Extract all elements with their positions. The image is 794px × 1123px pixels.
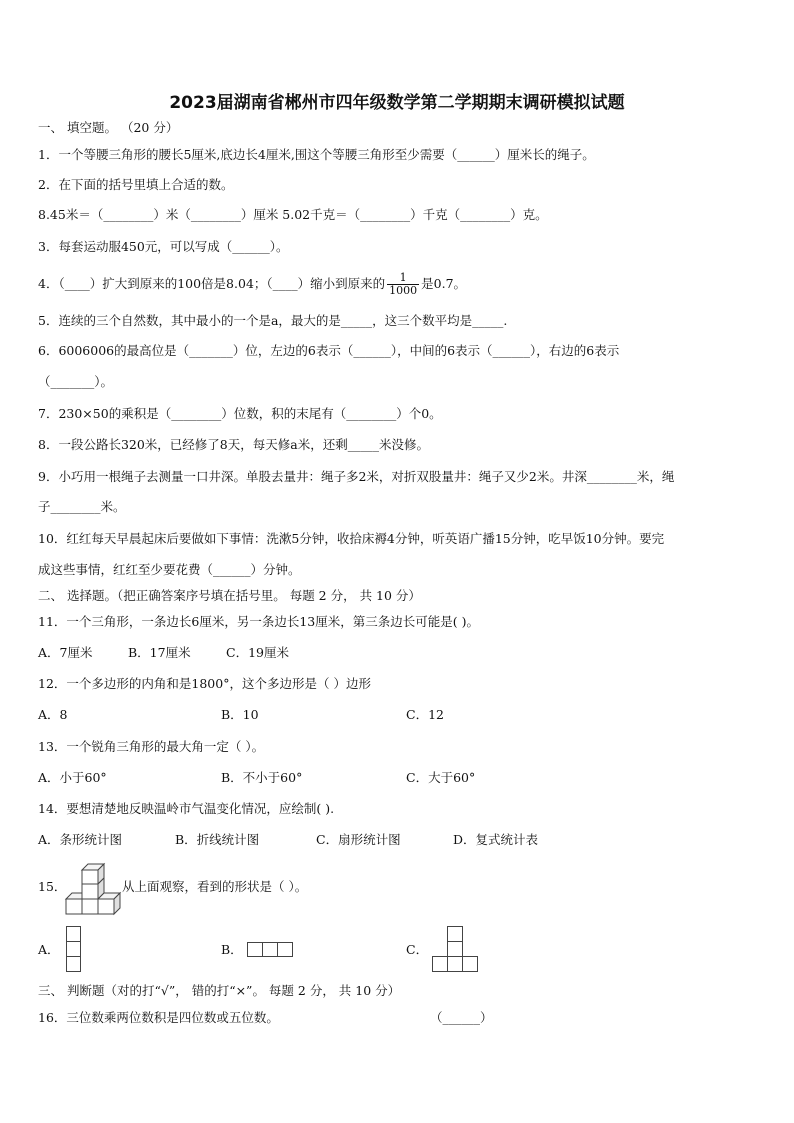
square-cell bbox=[67, 927, 81, 942]
square-cell bbox=[67, 957, 81, 972]
q13-option-c: C．大于60° bbox=[406, 770, 476, 785]
question-15-text: 从上面观察，看到的形状是（ ）。 bbox=[122, 879, 308, 894]
question-2: 2．在下面的括号里填上合适的数。 bbox=[38, 177, 234, 192]
q12-option-a: A．8 bbox=[38, 707, 68, 722]
square-cell bbox=[448, 942, 463, 957]
q12-option-b: B．10 bbox=[221, 707, 259, 722]
question-8: 8．一段公路长320米，已经修了8天，每天修a米，还剩_____米没修。 bbox=[38, 437, 429, 452]
q14-option-b: B．折线统计图 bbox=[175, 832, 260, 847]
question-15-number: 15． bbox=[38, 879, 67, 894]
square-cell bbox=[463, 957, 478, 972]
q11-option-a: A．7厘米 bbox=[38, 645, 93, 660]
fraction-denominator: 1000 bbox=[389, 284, 418, 297]
q11-option-b: B．17厘米 bbox=[128, 645, 191, 660]
question-9-line-1: 9．小巧用一根绳子去测量一口井深。单股去量井：绳子多2米，对折双股量井：绳子又少2米。井深________米，绳 bbox=[38, 469, 675, 484]
q15-option-c: C． bbox=[406, 942, 429, 957]
square-cell bbox=[448, 927, 463, 942]
q13-option-a: A．小于60° bbox=[38, 770, 107, 785]
question-5: 5．连续的三个自然数，其中最小的一个是a，最大的是_____，这三个数平均是_____. bbox=[38, 313, 508, 328]
question-12: 12．一个多边形的内角和是1800°，这个多边形是（ ）边形 bbox=[38, 676, 371, 691]
question-16: 16．三位数乘两位数积是四位数或五位数。 bbox=[38, 1010, 279, 1025]
question-6-line-2: （_______）。 bbox=[38, 374, 114, 389]
cube-front-face bbox=[82, 899, 98, 914]
cube-front-face bbox=[66, 899, 82, 914]
q14-option-a: A．条形统计图 bbox=[38, 832, 123, 847]
question-7: 7．230×50的乘积是（________）位数，积的末尾有（________）个0。 bbox=[38, 406, 442, 421]
square-cell bbox=[278, 943, 293, 957]
option-b-shape bbox=[247, 942, 295, 958]
option-a-shape bbox=[66, 926, 82, 974]
cube-front-face bbox=[98, 899, 114, 914]
question-14: 14．要想清楚地反映温岭市气温变化情况，应绘制( ). bbox=[38, 801, 335, 816]
option-c-shape bbox=[432, 926, 480, 974]
question-2-line: 8.45米＝（________）米（________）厘米 5.02千克＝（________）千克（________）克。 bbox=[38, 207, 548, 222]
question-9-line-2: 子________米。 bbox=[38, 499, 126, 514]
q13-option-b: B．不小于60° bbox=[221, 770, 303, 785]
q15-option-a: A． bbox=[38, 942, 60, 957]
square-cell bbox=[433, 957, 448, 972]
question-10-line-2: 成这些事情，红红至少要花费（______）分钟。 bbox=[38, 562, 301, 577]
fraction-numerator: 1 bbox=[387, 272, 419, 285]
question-4-part-a: 4．（____）扩大到原来的100倍是8.04；（____）缩小到原来的 bbox=[38, 276, 386, 291]
cube-stack-figure bbox=[66, 862, 122, 916]
question-11: 11．一个三角形，一条边长6厘米，另一条边长13厘米，第三条边长可能是( )。 bbox=[38, 614, 479, 629]
q15-option-b: B． bbox=[221, 942, 243, 957]
q12-option-c: C．12 bbox=[406, 707, 444, 722]
page-title: 2023届湖南省郴州市四年级数学第二学期期末调研模拟试题 bbox=[169, 93, 625, 113]
square-cell bbox=[448, 957, 463, 972]
section-1-heading: 一、 填空题。 （20 分） bbox=[38, 120, 179, 135]
section-3-heading: 三、 判断题（对的打“√”， 错的打“×”。 每题 2 分， 共 10 分） bbox=[38, 983, 401, 998]
square-cell bbox=[248, 943, 263, 957]
fraction bbox=[387, 272, 419, 297]
cube-front-face bbox=[82, 870, 98, 884]
question-3: 3．每套运动服450元，可以写成（______）。 bbox=[38, 239, 289, 254]
question-13: 13．一个锐角三角形的最大角一定（ ）。 bbox=[38, 739, 265, 754]
question-1: 1．一个等腰三角形的腰长5厘米,底边长4厘米,围这个等腰三角形至少需要（______）厘米长的绳子。 bbox=[38, 147, 595, 162]
square-cell bbox=[263, 943, 278, 957]
section-2-heading: 二、 选择题。（把正确答案序号填在括号里。 每题 2 分， 共 10 分） bbox=[38, 588, 421, 603]
q14-option-d: D．复式统计表 bbox=[453, 832, 539, 847]
cube-front-face bbox=[82, 884, 98, 899]
square-cell bbox=[67, 942, 81, 957]
q14-option-c: C．扇形统计图 bbox=[316, 832, 401, 847]
question-4 bbox=[38, 272, 466, 297]
q11-option-c: C．19厘米 bbox=[226, 645, 289, 660]
question-4-part-b: 是0.7。 bbox=[421, 276, 467, 291]
question-16-answer-blank: （______） bbox=[430, 1010, 493, 1025]
question-10-line-1: 10．红红每天早晨起床后要做如下事情：洗漱5分钟，收拾床褥4分钟，听英语广播15分钟，吃早饭10分钟。要完 bbox=[38, 531, 665, 546]
cube-top-face bbox=[66, 893, 82, 899]
question-6-line-1: 6．6006006的最高位是（_______）位，左边的6表示（______），中间的6表示（______），右边的6表示 bbox=[38, 343, 620, 358]
